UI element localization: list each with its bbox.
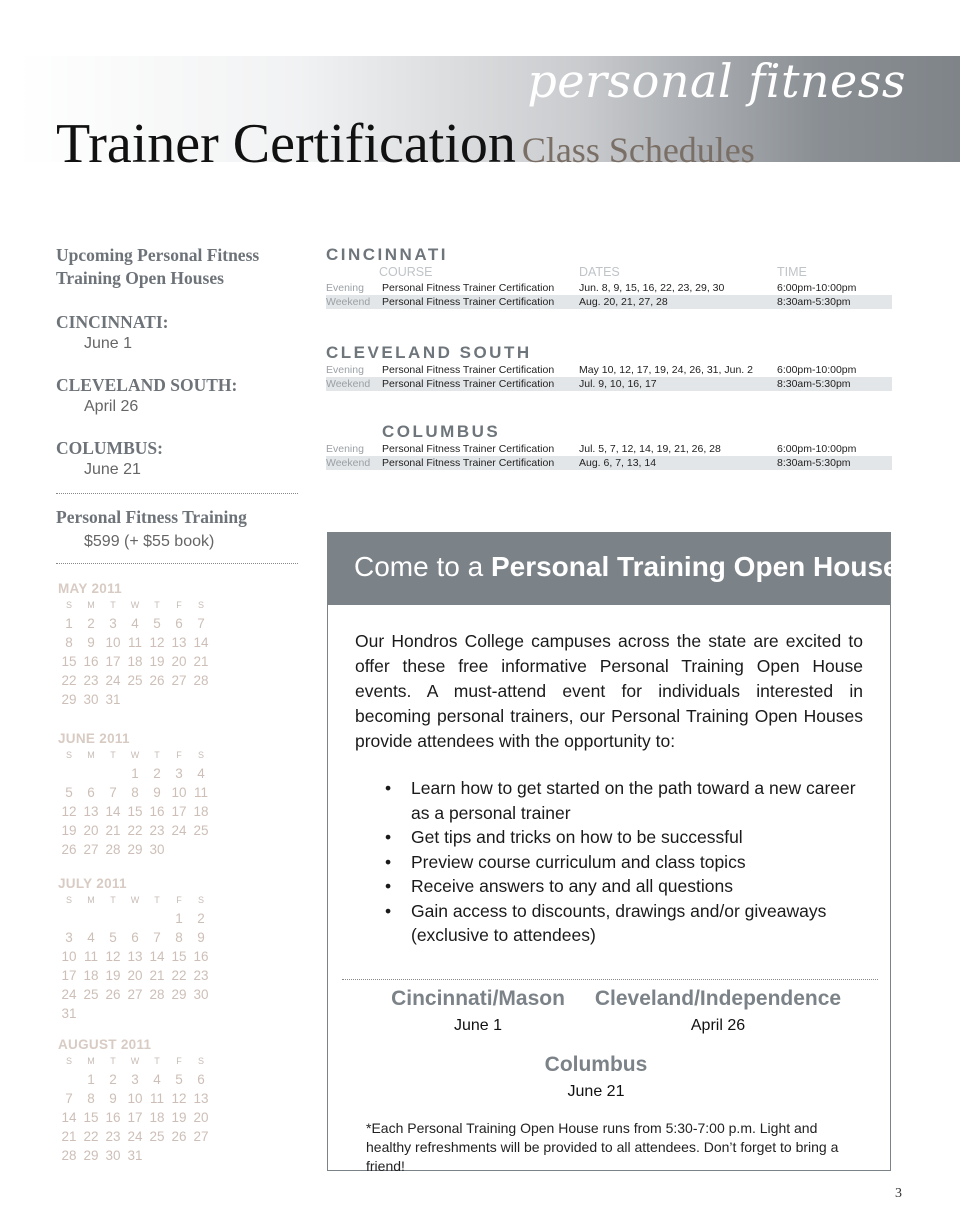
calendar-day: 20 xyxy=(171,654,187,669)
calendar-day: 1 xyxy=(131,766,139,781)
schedule-cincinnati xyxy=(326,245,892,309)
calendar-title: JULY 2011 xyxy=(58,876,127,891)
row-time: 6:00pm-10:00pm xyxy=(777,282,857,294)
calendar-day: 26 xyxy=(149,673,165,688)
calendar-day: 2 xyxy=(153,766,161,781)
row-dates: Aug. 20, 21, 27, 28 xyxy=(579,296,668,308)
calendar-day: 12 xyxy=(105,949,121,964)
calendar-day: 18 xyxy=(127,654,143,669)
calendar-day: 15 xyxy=(61,654,77,669)
benefit-item: • Preview course curriculum and class topics xyxy=(385,850,863,875)
calendar-day: 21 xyxy=(105,823,121,838)
row-time: 8:30am-5:30pm xyxy=(777,378,851,390)
calendar-day: 30 xyxy=(83,692,99,707)
open-house-date: April 26 xyxy=(84,398,139,415)
calendar-day: 2 xyxy=(109,1072,117,1087)
calendar-day: 15 xyxy=(171,949,187,964)
calendar-day: 28 xyxy=(193,673,209,688)
schedule-city: CINCINNATI xyxy=(326,245,448,264)
weekday-label: S xyxy=(197,600,204,610)
location-name: Cincinnati/Mason xyxy=(391,987,565,1010)
calendar-day: 7 xyxy=(197,616,205,631)
weekday-label: F xyxy=(176,600,182,610)
calendar-day: 14 xyxy=(193,635,209,650)
calendar-title: AUGUST 2011 xyxy=(58,1037,152,1052)
divider xyxy=(56,493,298,494)
row-kind: Evening xyxy=(326,282,364,294)
weekday-label: W xyxy=(130,1056,140,1066)
weekday-label: M xyxy=(87,1056,95,1066)
open-house-body xyxy=(328,605,890,948)
calendar-day: 6 xyxy=(175,616,183,631)
calendar-day: 19 xyxy=(61,823,77,838)
calendar-day: 30 xyxy=(149,842,165,857)
calendar-day: 17 xyxy=(171,804,187,819)
calendar-day: 3 xyxy=(109,616,117,631)
calendar-grid xyxy=(58,600,228,709)
weekday-label: S xyxy=(65,1056,72,1066)
calendar-day: 11 xyxy=(193,785,208,800)
calendar-day: 16 xyxy=(193,949,209,964)
calendar-day: 4 xyxy=(131,616,139,631)
heading-prefix: Come to a xyxy=(354,551,491,582)
calendar-day: 7 xyxy=(109,785,117,800)
schedule-column-headers xyxy=(326,265,892,281)
calendar-day: 16 xyxy=(105,1110,121,1125)
calendar-day: 8 xyxy=(87,1091,95,1106)
calendar-day: 16 xyxy=(149,804,165,819)
title-main: Trainer Certification xyxy=(56,113,516,175)
calendar-day: 9 xyxy=(197,930,205,945)
calendar-day: 24 xyxy=(61,987,77,1002)
calendar-day: 26 xyxy=(171,1129,187,1144)
calendar-day: 27 xyxy=(193,1129,209,1144)
course-name: Personal Fitness Training xyxy=(56,507,247,527)
open-house-item xyxy=(56,312,298,353)
calendar-day: 13 xyxy=(83,804,99,819)
weekday-label: M xyxy=(87,750,95,760)
calendar-day: 28 xyxy=(61,1148,77,1163)
weekday-label: T xyxy=(154,1056,160,1066)
calendar-day: 5 xyxy=(153,616,161,631)
calendar-day: 23 xyxy=(193,968,209,983)
weekday-label: S xyxy=(197,895,204,905)
section-kicker: personal fitness xyxy=(527,54,906,108)
weekday-label: T xyxy=(154,600,160,610)
calendar-day: 5 xyxy=(109,930,117,945)
calendar-day: 17 xyxy=(127,1110,143,1125)
calendar-day: 31 xyxy=(127,1148,143,1163)
schedule-cleveland-south xyxy=(326,343,892,391)
calendar-day: 8 xyxy=(175,930,183,945)
weekday-label: F xyxy=(176,750,182,760)
calendar-day: 2 xyxy=(87,616,95,631)
calendar-title: JUNE 2011 xyxy=(58,731,130,746)
row-dates: Jun. 8, 9, 15, 16, 22, 23, 29, 30 xyxy=(579,282,725,294)
calendar-day: 10 xyxy=(61,949,77,964)
schedule-row xyxy=(326,456,892,470)
calendar-blank xyxy=(102,764,124,783)
calendar-day: 7 xyxy=(153,930,161,945)
heading-suffix: ! xyxy=(898,551,907,582)
weekday-label: S xyxy=(65,895,72,905)
location-columbus xyxy=(496,1053,696,1101)
calendar-day: 25 xyxy=(83,987,99,1002)
schedule-row xyxy=(326,295,892,309)
location-name: Cleveland/Independence xyxy=(594,987,842,1010)
row-time: 8:30am-5:30pm xyxy=(777,296,851,308)
weekday-label: S xyxy=(197,750,204,760)
schedule-row xyxy=(326,363,892,377)
benefit-item: • Gain access to discounts, drawings and/or giveaways (exclusive to attendees) xyxy=(385,899,863,948)
calendar-day: 19 xyxy=(105,968,121,983)
calendar-blank xyxy=(80,764,102,783)
calendar-day: 25 xyxy=(193,823,209,838)
calendar-day: 30 xyxy=(193,987,209,1002)
calendar-day: 23 xyxy=(83,673,99,688)
calendar-day: 3 xyxy=(65,930,73,945)
calendar-day: 20 xyxy=(193,1110,209,1125)
calendar-day: 14 xyxy=(61,1110,77,1125)
divider xyxy=(56,563,298,564)
location-date: April 26 xyxy=(690,1017,746,1034)
calendar-day: 7 xyxy=(65,1091,73,1106)
calendar-day: 3 xyxy=(131,1072,139,1087)
calendar-day: 25 xyxy=(149,1129,165,1144)
benefit-item: • Get tips and tricks on how to be successful xyxy=(385,825,863,850)
calendar-day: 20 xyxy=(127,968,143,983)
row-dates: Jul. 5, 7, 12, 14, 19, 21, 26, 28 xyxy=(579,443,721,455)
calendar-day: 15 xyxy=(127,804,143,819)
calendar-day: 27 xyxy=(83,842,99,857)
weekday-label: T xyxy=(110,1056,116,1066)
weekday-label: S xyxy=(65,750,72,760)
calendar-day: 21 xyxy=(61,1129,77,1144)
calendar-day: 31 xyxy=(105,692,121,707)
calendar-day: 23 xyxy=(105,1129,121,1144)
calendar-day: 13 xyxy=(171,635,187,650)
calendar-day: 10 xyxy=(127,1091,143,1106)
open-house-date: June 1 xyxy=(84,335,133,352)
row-course: Personal Fitness Trainer Certification xyxy=(382,443,555,455)
calendar-day: 4 xyxy=(87,930,95,945)
weekday-label: F xyxy=(176,1056,182,1066)
course-price: $599 (+ $55 book) xyxy=(84,533,215,550)
calendar-day: 1 xyxy=(175,911,183,926)
schedule-row xyxy=(326,281,892,295)
open-house-item xyxy=(56,375,298,416)
open-house-date: June 21 xyxy=(84,461,141,478)
schedule-row xyxy=(326,442,892,456)
calendar-day: 11 xyxy=(127,635,142,650)
row-course: Personal Fitness Trainer Certification xyxy=(382,378,555,390)
calendar-june-2011 xyxy=(58,731,228,859)
calendar-day: 20 xyxy=(83,823,99,838)
open-house-city: COLUMBUS: xyxy=(56,438,163,458)
calendar-grid xyxy=(58,895,228,1023)
calendar-day: 2 xyxy=(197,911,205,926)
open-house-callout xyxy=(327,532,907,1174)
calendar-day: 5 xyxy=(65,785,73,800)
weekday-label: W xyxy=(130,600,140,610)
calendar-day: 15 xyxy=(83,1110,99,1125)
calendar-blank xyxy=(58,1070,80,1089)
calendar-day: 29 xyxy=(127,842,143,857)
calendar-day: 29 xyxy=(171,987,187,1002)
calendar-day: 18 xyxy=(193,804,209,819)
calendar-day: 18 xyxy=(149,1110,165,1125)
weekday-label: T xyxy=(110,600,116,610)
weekday-label: W xyxy=(130,895,140,905)
calendar-blank xyxy=(58,764,80,783)
calendar-day: 9 xyxy=(109,1091,117,1106)
benefit-item: • Learn how to get started on the path toward a new career as a personal trainer xyxy=(385,776,863,825)
calendar-day: 8 xyxy=(131,785,139,800)
calendar-day: 26 xyxy=(61,842,77,857)
calendar-day: 30 xyxy=(105,1148,121,1163)
calendar-day: 6 xyxy=(87,785,95,800)
calendar-day: 13 xyxy=(193,1091,209,1106)
schedule-city: COLUMBUS xyxy=(382,422,501,441)
schedule-row xyxy=(326,377,892,391)
row-kind: Weekend xyxy=(326,378,371,390)
open-house-city: CLEVELAND SOUTH: xyxy=(56,375,238,395)
calendar-august-2011 xyxy=(58,1037,228,1165)
calendar-day: 11 xyxy=(149,1091,164,1106)
calendar-day: 4 xyxy=(153,1072,161,1087)
weekday-label: S xyxy=(197,1056,204,1066)
open-house-intro: Our Hondros College campuses across the state are excited to offer these free informative Personal Training Open House events. A must-attend event for individuals interested in becoming personal trainers, our Personal Training Open Houses provide attendees with the opportunity to: xyxy=(355,631,863,751)
weekday-label: M xyxy=(87,600,95,610)
calendar-day: 1 xyxy=(65,616,73,631)
calendar-day: 14 xyxy=(105,804,121,819)
open-house-heading xyxy=(328,533,907,605)
calendar-day: 21 xyxy=(149,968,165,983)
weekday-label: T xyxy=(110,895,116,905)
calendar-day: 17 xyxy=(105,654,121,669)
calendar-grid xyxy=(58,1056,228,1165)
row-kind: Weekend xyxy=(326,457,371,469)
calendar-day: 25 xyxy=(127,673,143,688)
weekday-label: T xyxy=(154,895,160,905)
calendar-day: 29 xyxy=(61,692,77,707)
row-course: Personal Fitness Trainer Certification xyxy=(382,457,555,469)
row-time: 8:30am-5:30pm xyxy=(777,457,851,469)
calendar-day: 6 xyxy=(197,1072,205,1087)
location-name: Columbus xyxy=(544,1053,648,1076)
calendar-day: 12 xyxy=(61,804,77,819)
calendar-day: 9 xyxy=(153,785,161,800)
calendar-day: 5 xyxy=(175,1072,183,1087)
weekday-label: F xyxy=(176,895,182,905)
open-house-footnote: *Each Personal Training Open House runs from 5:30-7:00 p.m. Light and healthy refreshments will be provided to all attendees. Don’t forget to bring a friend! xyxy=(366,1120,839,1174)
open-houses-heading: Upcoming Personal Fitness Training Open Houses xyxy=(56,245,260,288)
weekday-label: T xyxy=(154,750,160,760)
calendar-day: 12 xyxy=(149,635,165,650)
calendar-day: 24 xyxy=(171,823,187,838)
calendar-day: 22 xyxy=(171,968,187,983)
calendar-day: 12 xyxy=(171,1091,187,1106)
calendar-blank xyxy=(80,909,102,928)
calendar-blank xyxy=(124,909,146,928)
calendar-day: 27 xyxy=(171,673,187,688)
row-course: Personal Fitness Trainer Certification xyxy=(382,282,555,294)
calendar-day: 1 xyxy=(87,1072,95,1087)
calendar-day: 26 xyxy=(105,987,121,1002)
benefit-item: • Receive answers to any and all questions xyxy=(385,874,863,899)
calendar-day: 27 xyxy=(127,987,143,1002)
calendar-day: 16 xyxy=(83,654,99,669)
location-cleveland-independence xyxy=(586,987,850,1035)
row-kind: Evening xyxy=(326,443,364,455)
open-house-benefits xyxy=(385,776,863,948)
calendar-day: 4 xyxy=(197,766,205,781)
row-course: Personal Fitness Trainer Certification xyxy=(382,296,555,308)
calendar-day: 23 xyxy=(149,823,165,838)
calendar-day: 22 xyxy=(83,1129,99,1144)
row-kind: Evening xyxy=(326,364,364,376)
title-subtitle: Class Schedules xyxy=(521,130,755,170)
calendar-may-2011 xyxy=(58,581,228,709)
row-kind: Weekend xyxy=(326,296,371,308)
open-house-item xyxy=(56,438,298,479)
calendar-day: 31 xyxy=(61,1006,77,1021)
calendar-day: 24 xyxy=(127,1129,143,1144)
row-dates: Aug. 6, 7, 13, 14 xyxy=(579,457,657,469)
calendar-day: 3 xyxy=(175,766,183,781)
divider xyxy=(342,979,878,980)
open-house-city: CINCINNATI: xyxy=(56,312,169,332)
row-time: 6:00pm-10:00pm xyxy=(777,443,857,455)
calendar-day: 6 xyxy=(131,930,139,945)
calendar-day: 18 xyxy=(83,968,99,983)
row-time: 6:00pm-10:00pm xyxy=(777,364,857,376)
location-date: June 21 xyxy=(567,1083,625,1100)
calendar-day: 19 xyxy=(149,654,165,669)
row-dates: Jul. 9, 10, 16, 17 xyxy=(579,378,657,390)
calendar-day: 24 xyxy=(105,673,121,688)
page-title xyxy=(56,112,755,176)
calendar-day: 8 xyxy=(65,635,73,650)
weekday-label: M xyxy=(87,895,95,905)
open-house-sidebar xyxy=(56,244,298,564)
weekday-label: S xyxy=(65,600,72,610)
calendar-blank xyxy=(58,909,80,928)
calendar-day: 22 xyxy=(61,673,77,688)
row-dates: May 10, 12, 17, 19, 24, 26, 31, Jun. 2 xyxy=(579,364,753,376)
weekday-label: T xyxy=(110,750,116,760)
calendar-day: 13 xyxy=(127,949,143,964)
calendar-july-2011 xyxy=(58,876,228,1023)
heading-bold: Personal Training Open House xyxy=(490,551,899,582)
weekday-label: W xyxy=(130,750,140,760)
calendar-day: 19 xyxy=(171,1110,187,1125)
calendar-blank xyxy=(102,909,124,928)
calendar-day: 28 xyxy=(149,987,165,1002)
calendar-day: 29 xyxy=(83,1148,99,1163)
calendar-day: 22 xyxy=(127,823,143,838)
calendar-title: MAY 2011 xyxy=(58,581,122,596)
location-cincinnati-mason xyxy=(368,987,588,1035)
col-time: TIME xyxy=(777,265,807,279)
calendar-day: 14 xyxy=(149,949,165,964)
col-course: COURSE xyxy=(379,265,433,279)
calendar-day: 28 xyxy=(105,842,121,857)
location-date: June 1 xyxy=(453,1017,503,1034)
schedule-city: CLEVELAND SOUTH xyxy=(326,343,532,362)
calendar-blank xyxy=(146,909,168,928)
calendar-day: 10 xyxy=(171,785,187,800)
calendar-day: 11 xyxy=(83,949,98,964)
col-dates: DATES xyxy=(579,265,620,279)
calendar-day: 10 xyxy=(105,635,121,650)
calendar-day: 17 xyxy=(61,968,77,983)
row-course: Personal Fitness Trainer Certification xyxy=(382,364,555,376)
calendar-grid xyxy=(58,750,228,859)
schedule-columbus xyxy=(326,422,892,470)
calendar-day: 9 xyxy=(87,635,95,650)
page-number: 3 xyxy=(895,1186,902,1201)
calendar-day: 21 xyxy=(193,654,209,669)
